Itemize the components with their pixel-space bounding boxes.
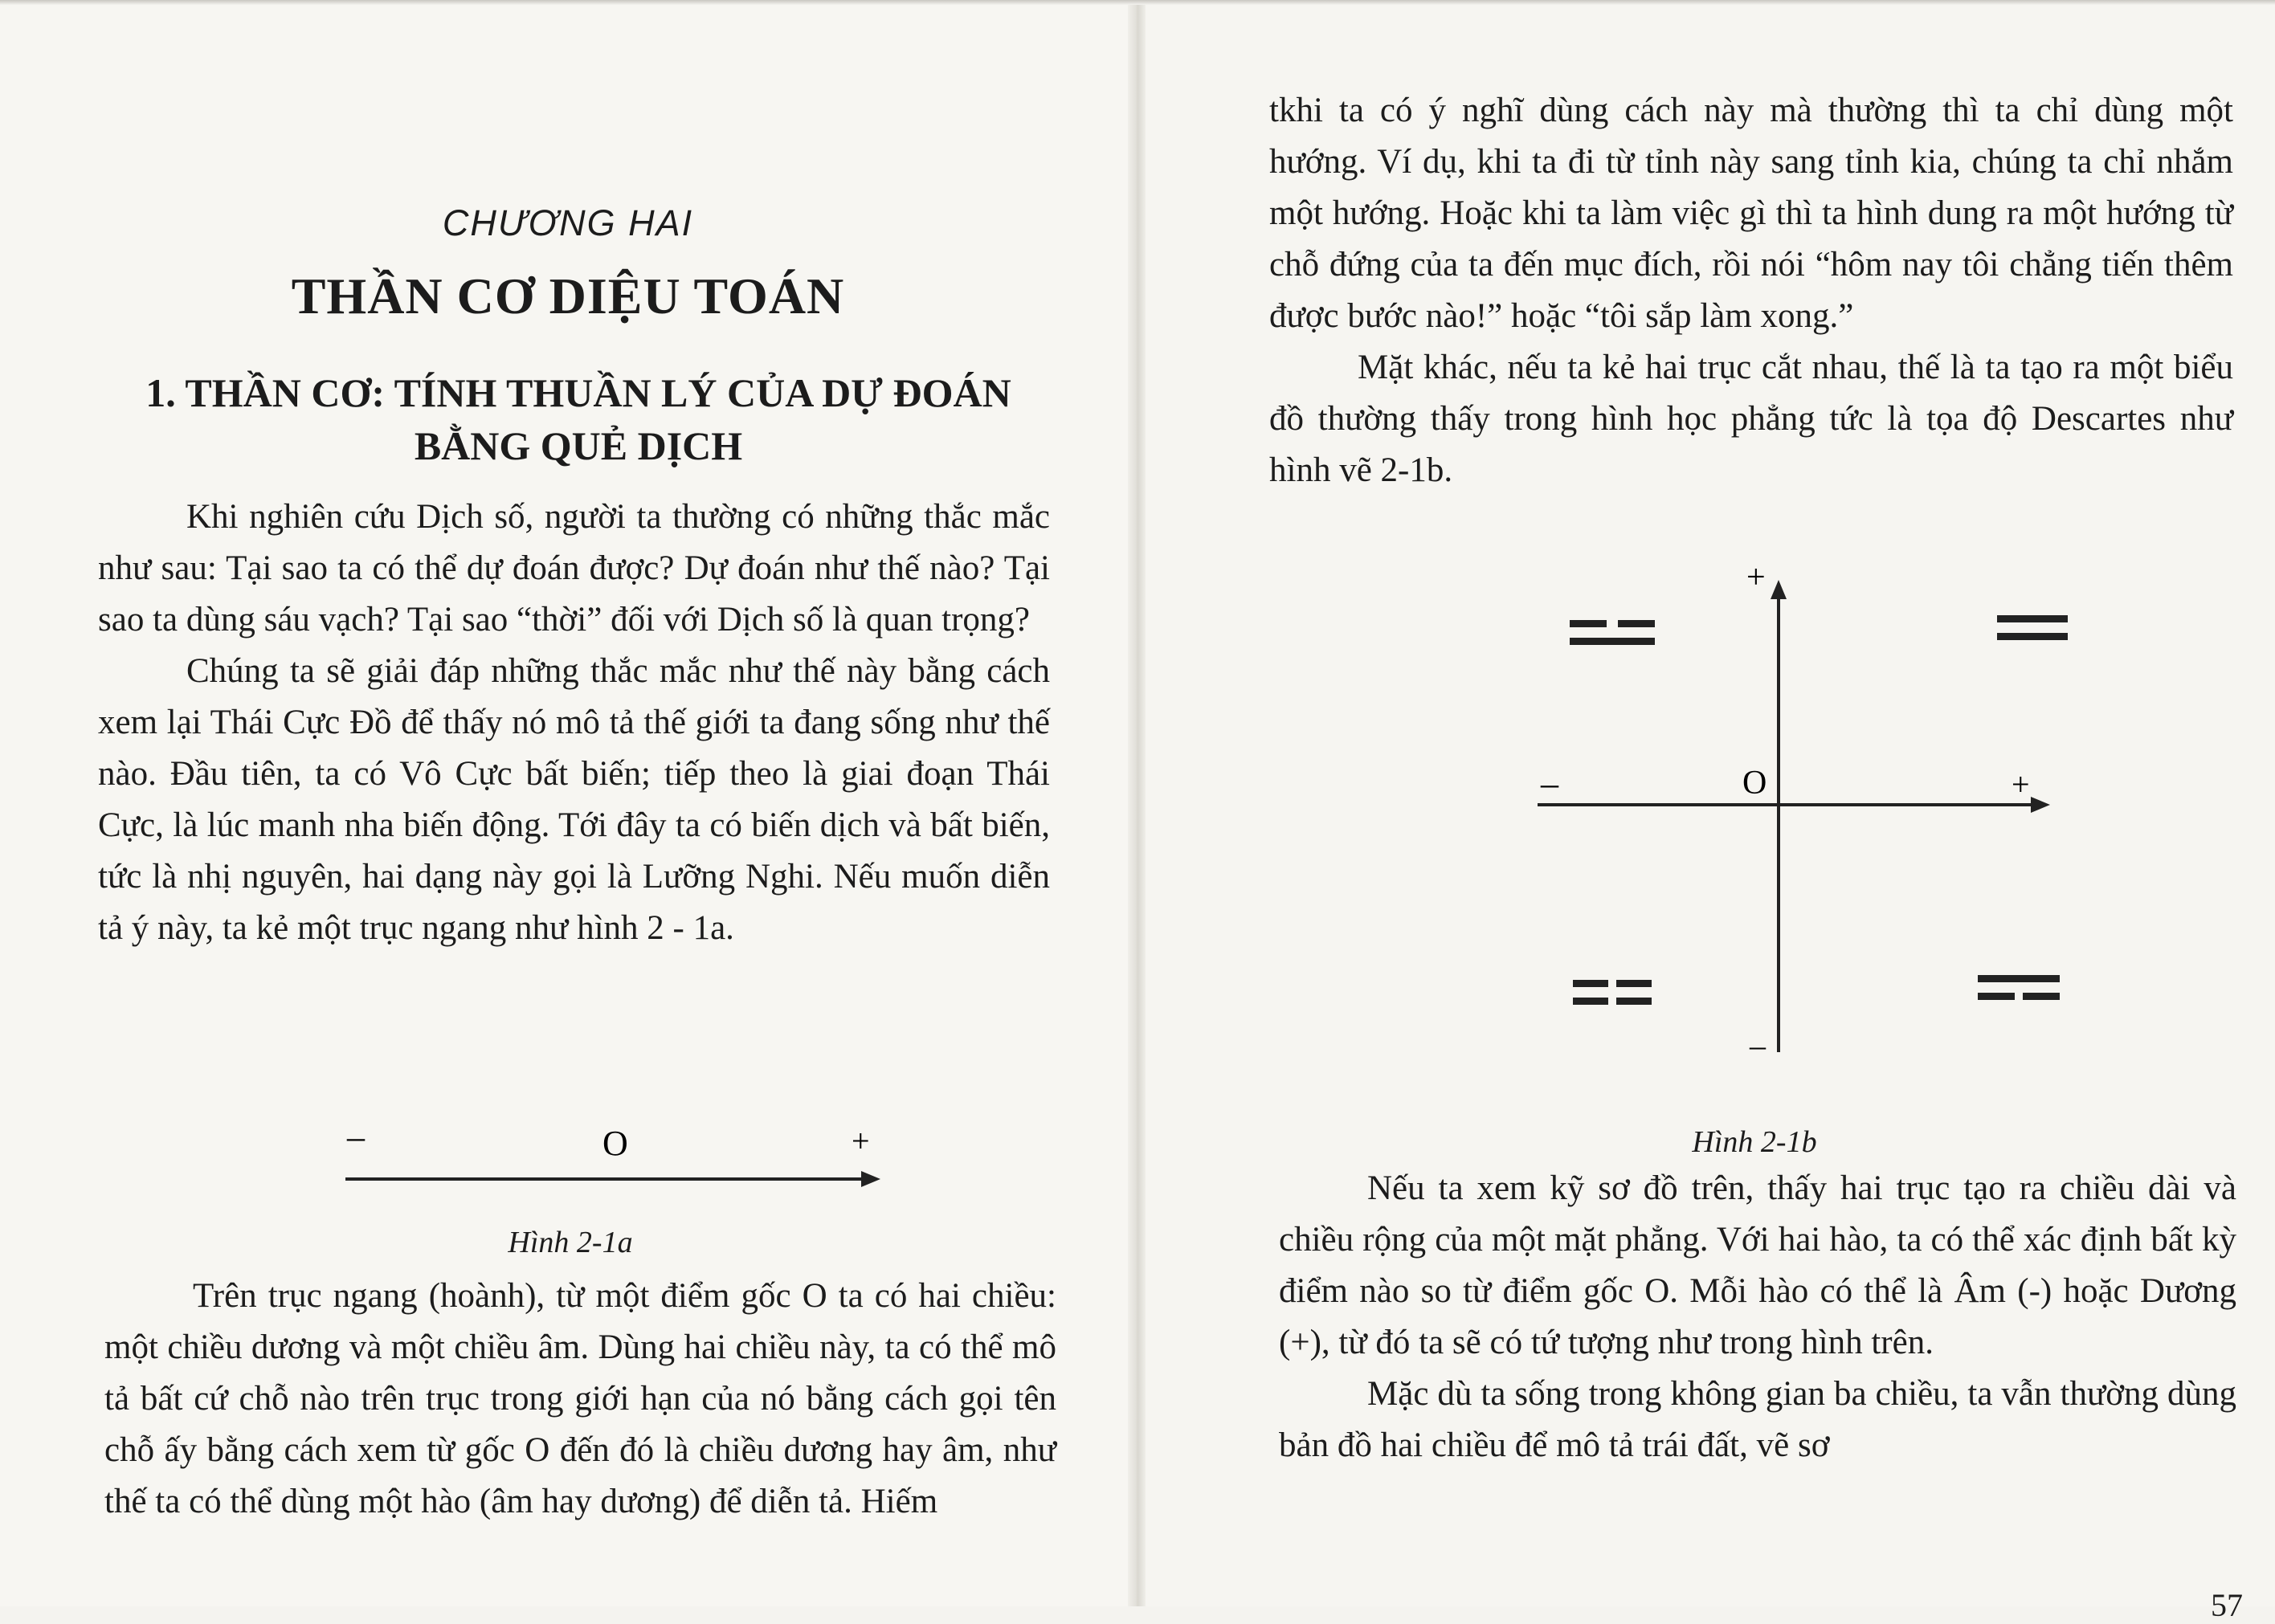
right-text-top xyxy=(1269,85,2233,496)
right-paragraph-4: Mặc dù ta sống trong không gian ba chiều, ta vẫn thường dùng bản đồ hai chiều để mô tả trái đất, vẽ sơ xyxy=(1279,1375,2236,1464)
figure-2-1a xyxy=(321,1116,900,1205)
axis-minus-bottom-label: – xyxy=(1750,1027,1766,1063)
left-paragraph-2: Chúng ta sẽ giải đáp những thắc mắc như thế này bằng cách xem lại Thái Cực Đồ để thấy nó mô tả thế giới ta đang sống như thế nào. Đầu tiên, ta có Vô Cực bất biến; tiếp theo là giai đoạn Thái Cực, là lúc manh nha biến động. Tới đây ta có biến dịch và bất biến, tức là nhị nguyên, hai dạng này gọi là Lưỡng Nghi. Nếu muốn diễn tả ý này, ta kẻ một trục ngang như hình 2 - 1a. xyxy=(98,652,1050,947)
bigram-top-left xyxy=(1570,620,1655,645)
book-gutter xyxy=(1128,0,1146,1606)
axis-plus-label: + xyxy=(852,1123,870,1159)
axis-origin-label: O xyxy=(1742,765,1767,802)
section-heading-line2: BẰNG QUẺ DỊCH xyxy=(414,423,743,468)
page-number: 57 xyxy=(2211,1587,2243,1623)
bigram-bottom-left xyxy=(1573,980,1652,1005)
axis-minus-label: – xyxy=(347,1117,365,1157)
chapter-label: CHƯƠNG HAI xyxy=(442,202,694,243)
axis-arrowhead xyxy=(861,1171,880,1187)
right-paragraph-2: Mặt khác, nếu ta kẻ hai trục cắt nhau, thế là ta tạo ra một biểu đồ thường thấy trong hình học phẳng tức là tọa độ Descartes như hình vẽ 2-1b. xyxy=(1269,349,2233,489)
horizontal-arrowhead xyxy=(2031,797,2050,813)
scan-top-edge xyxy=(0,0,2275,5)
right-text-bottom xyxy=(1279,1163,2236,1471)
axis-plus-top-label: + xyxy=(1746,559,1766,596)
axis-origin-label: O xyxy=(602,1124,628,1163)
right-page xyxy=(1136,0,2275,1623)
section-heading-line1: 1. THẦN CƠ: TÍNH THUẦN LÝ CỦA DỰ ĐOÁN xyxy=(145,370,1011,415)
figure-caption-2-1b: Hình 2-1b xyxy=(1692,1125,1817,1159)
left-paragraph-3: Trên trục ngang (hoành), từ một điểm gốc O ta có hai chiều: một chiều dương và một chiều âm. Dùng hai chiều này, ta có thể mô tả bất cứ chỗ nào trên trục trong giới hạn của nó bằng cách gọi tên chỗ ấy bằng cách xem từ gốc O đến đó là chiều dương hay âm, như thế ta có thể dùng một hào (âm hay dương) để diễn tả. Hiếm xyxy=(104,1277,1056,1520)
axis-plus-right-label: + xyxy=(2012,766,2030,802)
axis-minus-left-label: – xyxy=(1541,764,1558,803)
vertical-arrowhead xyxy=(1771,580,1787,599)
figure-caption-2-1a: Hình 2-1a xyxy=(508,1226,633,1259)
figure-2-1b xyxy=(1505,554,2068,1068)
chapter-title: THẦN CƠ DIỆU TOÁN xyxy=(291,267,845,324)
left-paragraph-1: Khi nghiên cứu Dịch số, người ta thường có những thắc mắc như sau: Tại sao ta có thể dự đoán được? Dự đoán như thế nào? Tại sao ta dùng sáu vạch? Tại sao “thời” đối với Dịch số là quan trọng? xyxy=(98,498,1050,639)
left-text-bottom xyxy=(104,1271,1056,1528)
right-paragraph-3: Nếu ta xem kỹ sơ đồ trên, thấy hai trục tạo ra chiều dài và chiều rộng của một mặt phẳng. Với hai hào, ta có thể xác định bất kỳ điểm nào so từ điểm gốc O. Mỗi hào có thể là Âm (-) hoặc Dương (+), từ đó ta sẽ có tứ tượng như trong hình trên. xyxy=(1279,1169,2236,1361)
left-page xyxy=(0,0,1136,1606)
left-text-top xyxy=(98,492,1050,954)
bigram-top-right xyxy=(1997,615,2068,640)
right-paragraph-1: tkhi ta có ý nghĩ dùng cách này mà thường thì ta chỉ dùng một hướng. Ví dụ, khi ta đi từ tỉnh này sang tỉnh kia, chúng ta chỉ nhắm một hướng. Hoặc khi ta làm việc gì thì ta hình dung ra một hướng từ chỗ đứng của ta đến mục đích, rồi nói “hôm nay tôi chẳng tiến thêm được bước nào!” hoặc “tôi sắp làm xong.” xyxy=(1269,92,2233,335)
bigram-bottom-right xyxy=(1978,975,2060,1000)
section-heading xyxy=(104,366,1052,472)
